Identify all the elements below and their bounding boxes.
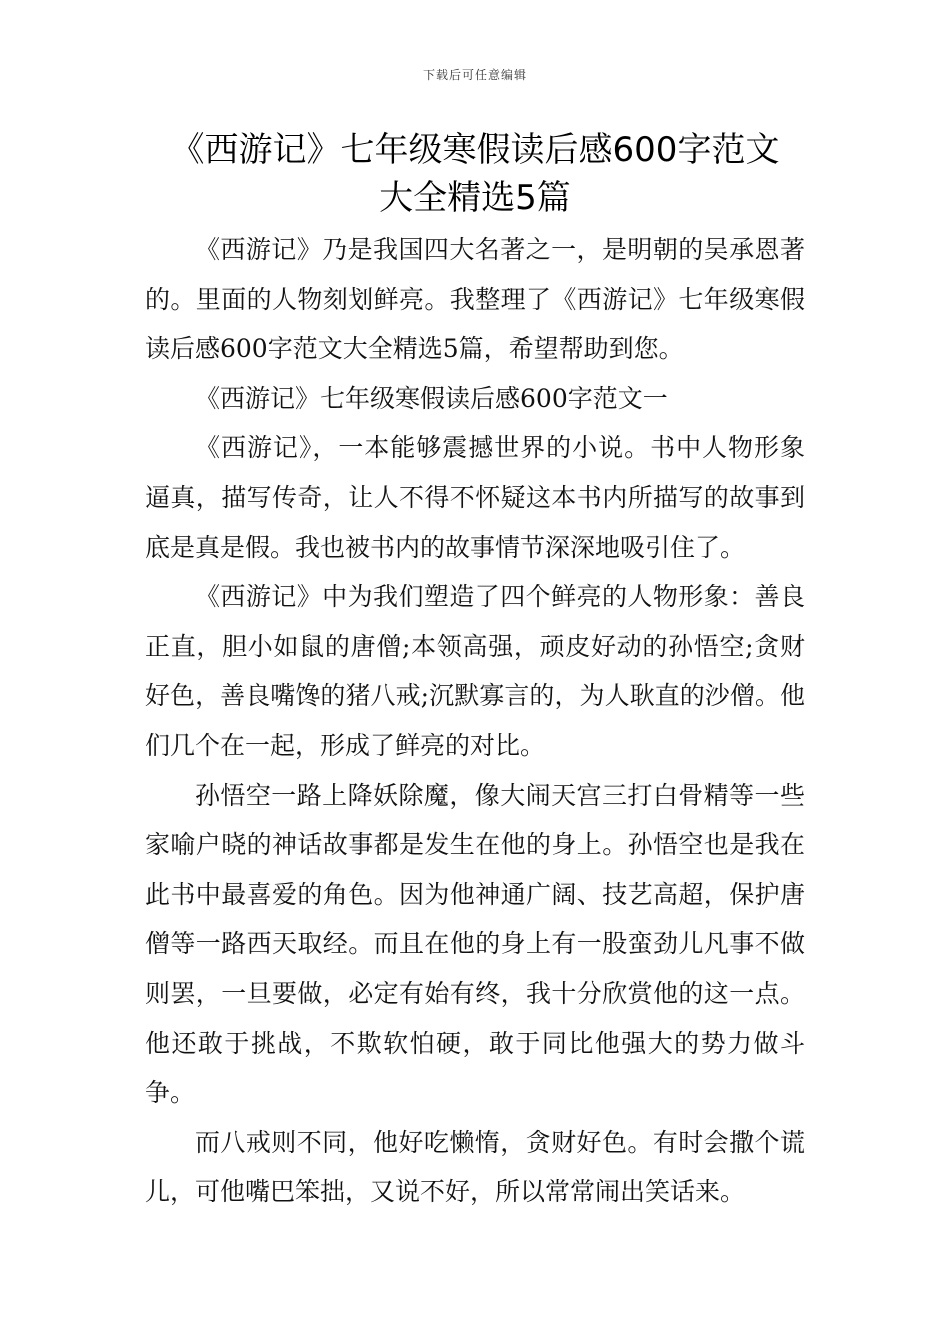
header-note: 下载后可任意编辑 (422, 68, 527, 82)
title-line-1: 《西游记》七年级寒假读后感600字范文 (170, 130, 780, 170)
body-paragraph: 孙悟空一路上降妖除魔，像大闹天宫三打白骨精等一些家喻户晓的神话故事都是发生在他的身上。孙悟空也是我在此书中最喜爱的角色。因为他神通广阔、技艺高超，保护唐僧等一路西天取经。而且在他的身上有一股蛮劲儿凡事不做则罢，一旦要做，必定有始有终，我十分欣赏他的这一点。他还敢于挑战，不欺软怕硬，敢于同比他强大的势力做斗争。 (145, 780, 805, 1108)
section-heading: 《西游记》七年级寒假读后感600字范文一 (195, 383, 668, 413)
title-line-2: 大全精选5篇 (379, 178, 571, 218)
body-paragraph: 而八戒则不同，他好吃懒惰，贪财好色。有时会撒个谎儿，可他嘴巴笨拙，又说不好，所以常常闹出笑话来。 (145, 1127, 805, 1207)
body-paragraph: 《西游记》，一本能够震撼世界的小说。书中人物形象逼真，描写传奇，让人不得不怀疑这本书内所描写的故事到底是真是假。我也被书内的故事情节深深地吸引住了。 (145, 433, 805, 562)
document-title (130, 126, 820, 222)
intro-paragraph: 《西游记》乃是我国四大名著之一，是明朝的吴承恩著的。里面的人物刻划鲜亮。我整理了《西游记》七年级寒假读后感600字范文大全精选5篇，希望帮助到您。 (145, 235, 805, 364)
document-body (145, 225, 805, 1217)
body-paragraph: 《西游记》中为我们塑造了四个鲜亮的人物形象：善良正直，胆小如鼠的唐僧;本领高强，顽皮好动的孙悟空;贪财好色，善良嘴馋的猪八戒;沉默寡言的，为人耿直的沙僧。他们几个在一起，形成了鲜亮的对比。 (145, 582, 805, 760)
